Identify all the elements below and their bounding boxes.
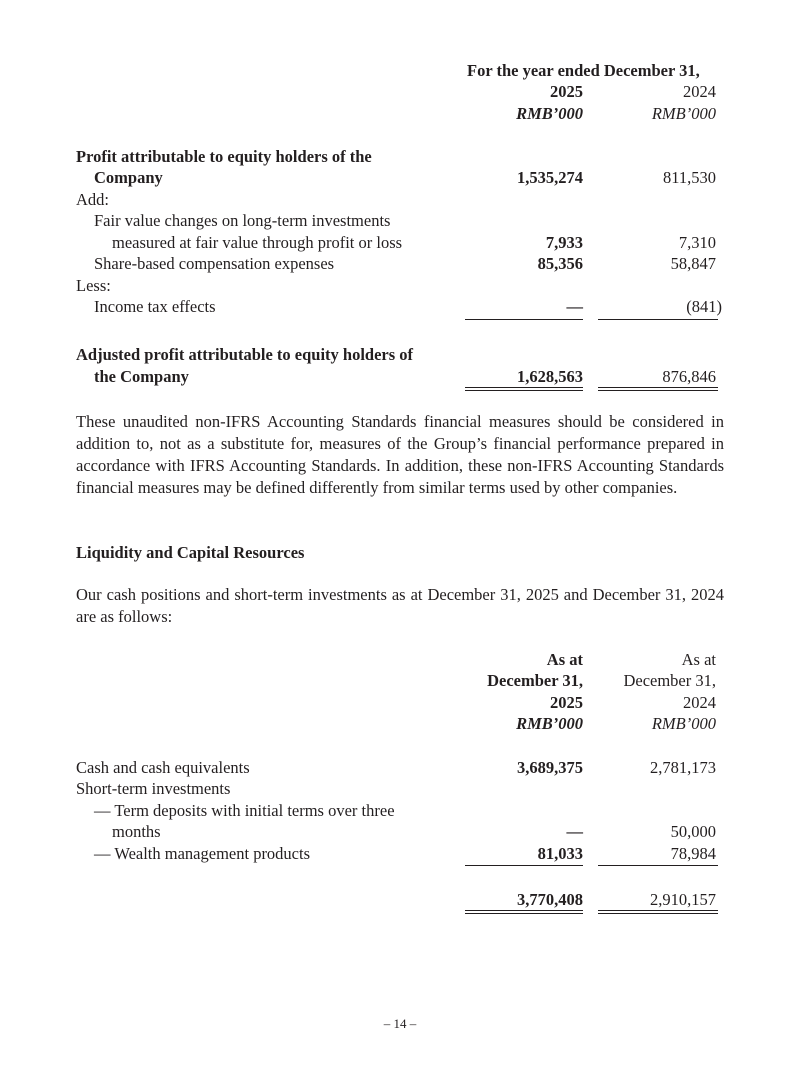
sbc-label: Share-based compensation expenses bbox=[94, 254, 335, 273]
t2-col1-line3: 2025 bbox=[550, 693, 583, 712]
period-header: For the year ended December 31, bbox=[467, 61, 700, 80]
total-rule-2025-a bbox=[465, 387, 583, 388]
t2-total-rule-2024-a bbox=[598, 910, 718, 911]
sti-label: Short-term investments bbox=[76, 779, 231, 798]
sbc-2024: 58,847 bbox=[670, 254, 716, 273]
add-label: Add: bbox=[76, 190, 109, 209]
adj-label-line2: the Company bbox=[94, 367, 189, 386]
page-number: – 14 – bbox=[383, 1016, 417, 1031]
total-2024: 2,910,157 bbox=[650, 890, 716, 909]
adj-2025: 1,628,563 bbox=[517, 367, 583, 386]
fv-2025: 7,933 bbox=[545, 233, 583, 252]
t2-total-rule-2025-b bbox=[465, 913, 583, 914]
adj-2024: 876,846 bbox=[662, 367, 716, 386]
sbc-2025: 85,356 bbox=[537, 254, 583, 273]
wealth-2025: 81,033 bbox=[537, 844, 583, 863]
t2-col1-unit: RMB’000 bbox=[516, 714, 583, 733]
col2-unit: RMB’000 bbox=[651, 104, 716, 123]
cash-2025: 3,689,375 bbox=[517, 758, 583, 777]
t2-subtotal-rule-2025 bbox=[465, 865, 583, 866]
term-label-line1: — Term deposits with initial terms over three bbox=[94, 801, 395, 820]
tax-2025: — bbox=[566, 297, 583, 316]
profit-label-line1: Profit attributable to equity holders of the bbox=[76, 147, 372, 166]
fv-2024: 7,310 bbox=[678, 233, 716, 252]
total-rule-2024-b bbox=[598, 390, 718, 391]
t2-col2-line2: December 31, bbox=[623, 671, 716, 690]
term-2024: 50,000 bbox=[670, 822, 716, 841]
t2-col1-line1: As at bbox=[546, 650, 583, 669]
t2-total-rule-2024-b bbox=[598, 913, 718, 914]
section-heading: Liquidity and Capital Resources bbox=[76, 543, 305, 562]
fv-label-line1: Fair value changes on long-term investments bbox=[94, 211, 391, 230]
col1-year: 2025 bbox=[550, 82, 583, 101]
cash-label: Cash and cash equivalents bbox=[76, 758, 250, 777]
total-2025: 3,770,408 bbox=[517, 890, 583, 909]
t2-total-rule-2025-a bbox=[465, 910, 583, 911]
subtotal-rule-2025 bbox=[465, 319, 583, 320]
total-rule-2024-a bbox=[598, 387, 718, 388]
profit-2025: 1,535,274 bbox=[517, 168, 583, 187]
cash-2024: 2,781,173 bbox=[650, 758, 716, 777]
term-2025: — bbox=[566, 822, 583, 841]
t2-col2-line1: As at bbox=[681, 650, 716, 669]
term-label-line2: months bbox=[112, 822, 161, 841]
wealth-label: — Wealth management products bbox=[94, 844, 311, 863]
liquidity-paragraph: Our cash positions and short-term investments as at December 31, 2025 and December 31, 2024 are as follows: bbox=[76, 585, 724, 626]
subtotal-rule-2024 bbox=[598, 319, 718, 320]
adj-label-line1: Adjusted profit attributable to equity holders of bbox=[76, 345, 414, 364]
less-label: Less: bbox=[76, 276, 111, 295]
wealth-2024: 78,984 bbox=[670, 844, 716, 863]
t2-col2-unit: RMB’000 bbox=[651, 714, 716, 733]
non-ifrs-paragraph: These unaudited non-IFRS Accounting Standards financial measures should be considered in addition to, not as a substitute for, measures of the Group’s financial performance prepared in accordance with IFRS Accounting Standards. In addition, these non-IFRS Accounting Standards financial measures may be defined differently from similar terms used by other companies. bbox=[76, 412, 724, 497]
profit-label-line2: Company bbox=[94, 168, 163, 187]
tax-label: Income tax effects bbox=[94, 297, 216, 316]
col2-year: 2024 bbox=[683, 82, 716, 101]
t2-col2-line3: 2024 bbox=[683, 693, 716, 712]
t2-subtotal-rule-2024 bbox=[598, 865, 718, 866]
total-rule-2025-b bbox=[465, 390, 583, 391]
tax-2024: (841) bbox=[686, 297, 722, 316]
profit-2024: 811,530 bbox=[662, 168, 716, 187]
fv-label-line2: measured at fair value through profit or loss bbox=[112, 233, 403, 252]
col1-unit: RMB’000 bbox=[516, 104, 583, 123]
t2-col1-line2: December 31, bbox=[487, 671, 583, 690]
